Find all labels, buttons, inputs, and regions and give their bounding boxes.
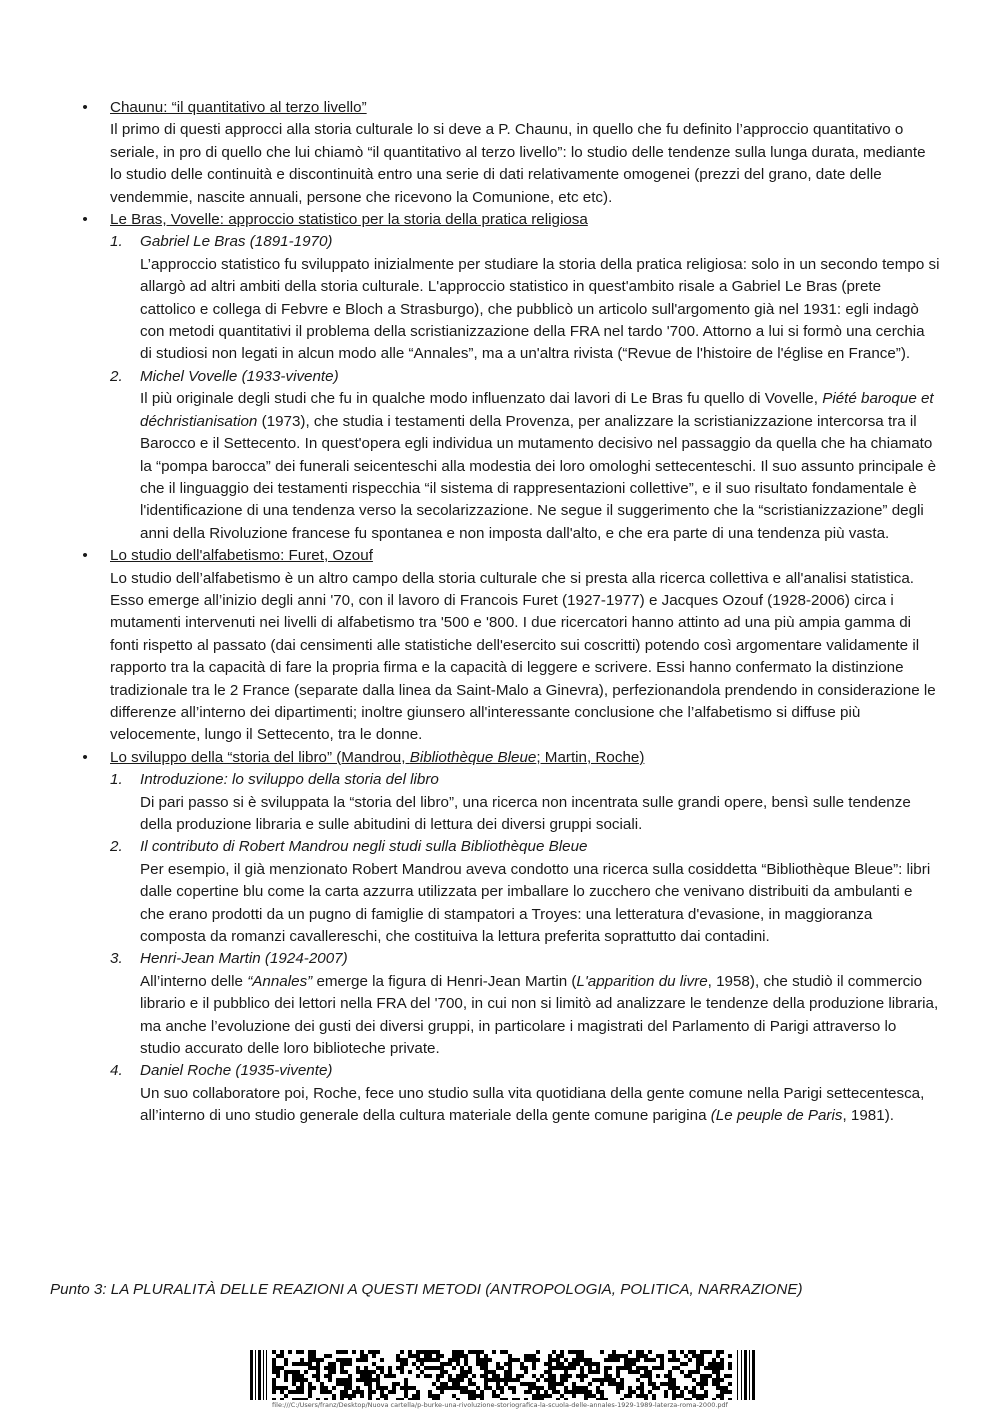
body-text: , 1958), che studiò il commercio librario e il pubblico dei lettori nella FRA del '700, in cui non si limitò ad analizzare le tendenze della produzione libraria, ma anche l’evoluzione dei gusti dei diversi gruppi, in particolare i magistrati del Parlamento di Parigi attraverso lo studio accurato delle loro biblioteche private.: [140, 972, 939, 1058]
subsection-number: 1.: [110, 771, 123, 789]
subsection-mandrou: [110, 836, 940, 948]
subsection-martin: [110, 948, 940, 1060]
body-text: , 1981).: [842, 1107, 894, 1125]
body-text: (1973), che studia i testamenti della Provenza, per analizzare la scristianizzazione intercorsa tra il Barocco e il Settecento. In quest'opera egli individua un mutamento decisivo nel passaggio da quella che ha chiamato la “pompa barocca” dei funerali seicenteschi alla modestia dei loro omologhi settecenteschi. Il suo assunto principale è che il linguaggio dei testamenti rispecchia “il sistema di rappresentazioni collettive”, e il suo risultato fondamentale è l'identificazione di una tendenza verso la secolarizzazione. Ne segue il suggerimento che la “scristianizzazione” degli anni della Rivoluzione francese fu spontanea e non imposta dall'alto, e che era parte di una tendenza più vasta.: [140, 412, 937, 542]
subsection-vovelle: [110, 366, 940, 545]
section-title: Chaunu: “il quantitativo al terzo livello”: [110, 99, 367, 116]
subsection-title: Henri-Jean Martin (1924-2007): [140, 950, 348, 968]
subsection-body: [140, 1083, 940, 1128]
book-title: L'apparition du livre: [576, 972, 708, 990]
subsection-title: Il contributo di Robert Mandrou negli studi sulla Bibliothèque Bleue: [140, 838, 588, 856]
bullet-icon: •: [82, 211, 88, 229]
section-chaunu: [80, 97, 940, 209]
barcode-graphic: [250, 1350, 756, 1400]
section-alfabetismo: [80, 545, 940, 747]
punto-heading: Punto 3: LA PLURALITÀ DELLE REAZIONI A QUESTI METODI (ANTROPOLOGIA, POLITICA, NARRAZIONE): [50, 1281, 803, 1298]
subsection-title: Michel Vovelle (1933-vivente): [140, 367, 339, 385]
subsection-body: [140, 388, 940, 545]
section-le-bras-vovelle: [80, 209, 940, 545]
bullet-icon: •: [82, 748, 88, 766]
subsection-le-bras: [110, 231, 940, 365]
subsection-number: 2.: [110, 838, 123, 856]
title-text: ; Martin, Roche): [536, 748, 645, 766]
footer-file-path: file:///C:/Users/franz/Desktop/Nuova cartella/p-burke-una-rivoluzione-storiografica-la-scuola-delle-annales-1929-1989-laterza-roma-2000.pdf: [272, 1401, 728, 1409]
subsection-introduzione: [110, 769, 940, 836]
section-title: Lo studio dell'alfabetismo: Furet, Ozouf: [110, 547, 373, 565]
journal-title: “Annales”: [247, 972, 313, 990]
bullet-icon: •: [82, 547, 88, 565]
subsection-roche: [110, 1060, 940, 1127]
document-content: [80, 97, 940, 1128]
subsection-title: Introduzione: lo sviluppo della storia del libro: [140, 771, 439, 789]
body-text: emerge la figura di Henri-Jean Martin (: [312, 972, 577, 990]
subsection-title: Daniel Roche (1935-vivente): [140, 1062, 333, 1080]
section-body: Lo studio dell’alfabetismo è un altro campo della storia culturale che si presta alla ricerca collettiva e all'analisi statistica. Esso emerge all’inizio degli anni '70, con il lavoro di Francois Furet (1927-1977) e Jacques Ozouf (1928-2006) circa i mutamenti intervenuti nei livelli di alfabetismo tra '500 e '800. I due ricercatori hanno attinto ad una più ampia gamma di fonti rispetto al passato (dai censimenti alle statistiche dell'esercito sui coscritti) potendo così argomentare validamente il rapporto tra la capacità di fare la propria firma e la capacità di leggere e scrivere. Essi hanno confermato la distinzione tradizionale tra le 2 France (separate dalla linea da Saint-Malo a Ginevra), perfezionandola prendendo in considerazione le differenze all’interno dei dipartimenti; inoltre giunsero all'interessante conclusione che l’alfabetismo si diffuse più velocemente, lungo il Settecento, tra le donne.: [110, 569, 936, 744]
subsection-number: 2.: [110, 367, 123, 385]
subsection-title: Gabriel Le Bras (1891-1970): [140, 233, 333, 251]
body-text: Il più originale degli studi che fu in qualche modo influenzato dai lavori di Le Bras fu quello di Vovelle,: [140, 390, 823, 408]
subsection-number: 4.: [110, 1062, 123, 1080]
subsection-number: 3.: [110, 950, 123, 968]
section-title: Le Bras, Vovelle: approccio statistico per la storia della pratica religiosa: [110, 211, 588, 229]
barcode-icon: [250, 1350, 756, 1400]
body-text: All’interno delle: [140, 972, 248, 990]
body-text: Un suo collaboratore poi, Roche, fece uno studio sulla vita quotidiana della gente comune nella Parigi settecentesca, all’interno di uno studio generale della cultura materiale della gente comune parigina: [140, 1084, 925, 1125]
section-storia-del-libro: [80, 747, 940, 1128]
subsection-body: Per esempio, il già menzionato Robert Mandrou aveva condotto una ricerca sulla cosiddetta “Bibliothèque Bleue”: libri dalle copertine blu come la carta azzurra utilizzata per imballare lo zucchero che venivano distribuiti da ambulanti e che erano prodotti da un pugno di famiglie di stampatori a Troyes: una letteratura d'evasione, in maggioranza composta da romanzi cavallereschi, che costituiva la lettura preferita soprattutto dai contadini.: [140, 860, 931, 946]
bullet-icon: •: [82, 99, 88, 116]
section-title: [110, 747, 940, 769]
subsection-body: [140, 971, 940, 1061]
subsection-body: L’approccio statistico fu sviluppato inizialmente per studiare la storia della pratica religiosa: solo in un secondo tempo si allargò ad altri ambiti della storia culturale. L'approccio statistico in quest'ambito risale a Gabriel Le Bras (prete cattolico e collega di Febvre e Bloch a Strasburgo), che pubblicò un articolo sull'argomento già nel 1931: egli indagò con metodi quantitativi il problema della scristianizzazione della FRA nel tardo '700. Attorno a lui si formò una cerchia di studiosi non legati in alcun modo alle “Annales”, ma a un'altra rivista (“Revue de l'histoire de l'église en France”).: [140, 255, 940, 363]
book-title: Piété baroque et déchristianisation: [140, 390, 934, 430]
title-text: Lo sviluppo della “storia del libro” (Mandrou,: [110, 748, 410, 766]
section-body: Il primo di questi approcci alla storia culturale lo si deve a P. Chaunu, in quello che fu definito l’approccio quantitativo o seriale, in pro di quello che lui chiamò “il quantitativo al terzo livello”: lo studio delle tendenze sulla lunga durata, mediante lo studio delle continuità e discontinuità entro una serie di dati relativamente omogenei (prezzi del grano, date delle vendemmie, nascite annuali, persone che ricevono la Comunione, etc etc).: [110, 121, 926, 206]
subsection-number: 1.: [110, 233, 123, 251]
title-italic: Bibliothèque Bleue: [409, 748, 537, 766]
book-title: (Le peuple de Paris: [710, 1107, 843, 1125]
subsection-body: Di pari passo si è sviluppata la “storia del libro”, una ricerca non incentrata sulle grandi opere, bensì sulle tendenze della produzione libraria e sulle abitudini di lettura dei diversi gruppi sociali.: [140, 793, 911, 833]
